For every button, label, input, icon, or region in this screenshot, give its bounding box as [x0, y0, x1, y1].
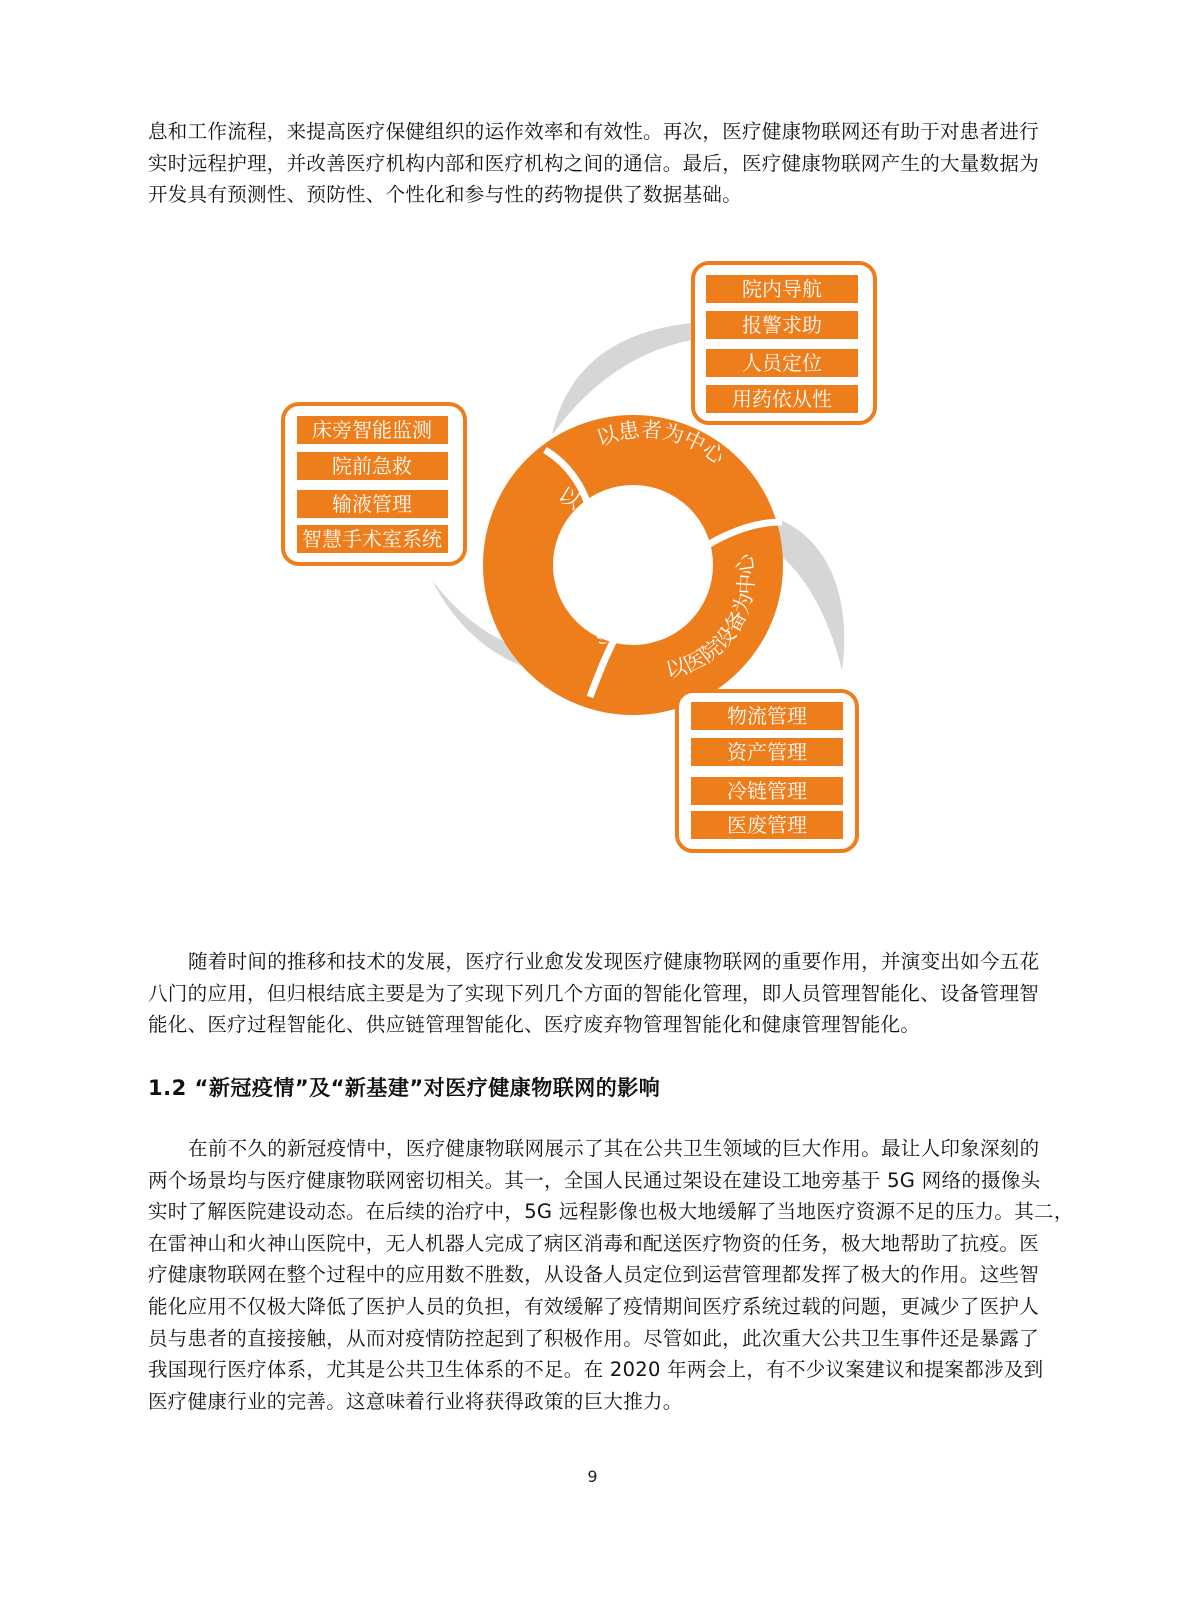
- segment-label-clinical: 以临床管理为中心: [554, 483, 632, 651]
- text-line: 疗健康物联网在整个过程中的应用数不胜数，从设备人员定位到运营管理都发挥了极大的作用。这些智: [148, 1263, 1040, 1287]
- iot-application-diagram: [0, 250, 1185, 890]
- text-line: 开发具有预测性、预防性、个性化和参与性的药物提供了数据基础。: [148, 183, 743, 207]
- box-item: 床旁智能监测: [312, 420, 432, 442]
- text-line: 医疗健康行业的完善。这意味着行业将获得政策的巨大推力。: [148, 1389, 683, 1413]
- box-item: 输液管理: [332, 494, 412, 516]
- box-patient: [693, 263, 875, 423]
- section-heading: 1.2 “新冠疫情”及“新基建”对医疗健康物联网的影响: [148, 1076, 661, 1100]
- box-item: 院内导航: [742, 279, 822, 301]
- text-line: 八门的应用，但归根结底主要是为了实现下列几个方面的智能化管理，即人员管理智能化、设备管理智: [148, 981, 1040, 1005]
- box-item: 资产管理: [727, 742, 807, 764]
- text-line: 两个场景均与医疗健康物联网密切相关。其一，全国人民通过架设在建设工地旁基于 5G 网络的摄像头: [148, 1168, 1041, 1192]
- box-clinical: [283, 404, 465, 564]
- segment-label-device: 以医院设备为中心: [663, 552, 760, 683]
- box-item: 用药依从性: [732, 389, 832, 411]
- box-item: 院前急救: [332, 456, 412, 478]
- text-line: 实时远程护理，并改善医疗机构内部和医疗机构之间的通信。最后，医疗健康物联网产生的大量数据为: [148, 151, 1040, 175]
- page-number: 9: [587, 1467, 598, 1486]
- text-line: 在雷神山和火神山医院中，无人机器人完成了病区消毒和配送医疗物资的任务，极大地帮助了抗疫。医: [148, 1231, 1040, 1255]
- text-line: 我国现行医疗体系，尤其是公共卫生体系的不足。在 2020 年两会上，有不少议案建议和提案都涉及到: [148, 1358, 1044, 1382]
- text-line: 随着时间的推移和技术的发展，医疗行业愈发发现医疗健康物联网的重要作用，并演变出如今五花: [188, 950, 1040, 973]
- box-item: 人员定位: [742, 353, 822, 375]
- text-line: 实时了解医院建设动态。在后续的治疗中，5G 远程影像也极大地缓解了当地医疗资源不足的压力。其二，: [148, 1200, 1074, 1224]
- text-line: 能化应用不仅极大降低了医护人员的负担，有效缓解了疫情期间医疗系统过载的问题，更减少了医护人: [148, 1294, 1040, 1318]
- box-item: 冷链管理: [727, 781, 807, 803]
- text-line: 员与患者的直接接触，从而对疫情防控起到了积极作用。尽管如此，此次重大公共卫生事件还是暴露了: [148, 1326, 1040, 1350]
- segment-label-patient: 以患者为中心: [593, 418, 729, 469]
- box-item: 医废管理: [727, 815, 807, 837]
- box-item: 报警求助: [742, 315, 822, 337]
- text-line: 能化、医疗过程智能化、供应链管理智能化、医疗废弃物管理智能化和健康管理智能化。: [148, 1013, 921, 1037]
- paragraph-pandemic: [148, 1133, 1074, 1417]
- text-line: 在前不久的新冠疫情中，医疗健康物联网展示了其在公共卫生领域的巨大作用。最让人印象深刻的: [188, 1137, 1040, 1160]
- paragraph-intro: [148, 116, 1038, 211]
- box-device: [677, 691, 857, 851]
- box-item: 智慧手术室系统: [302, 529, 442, 551]
- box-item: 物流管理: [727, 706, 807, 728]
- text-line: 息和工作流程，来提高医疗保健组织的运作效率和有效性。再次，医疗健康物联网还有助于对患者进行: [148, 120, 1040, 143]
- paragraph-development: [148, 946, 1038, 1041]
